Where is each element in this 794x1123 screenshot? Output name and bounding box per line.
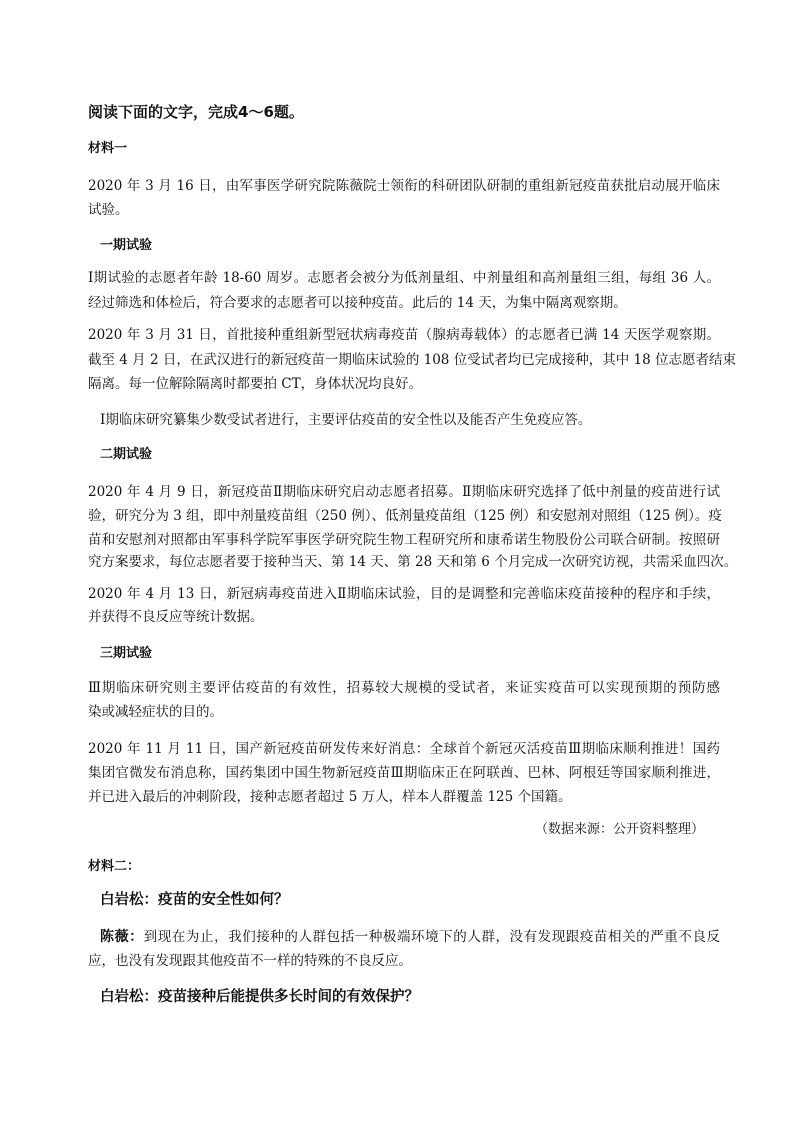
phase2-title: 二期试验 — [100, 447, 153, 462]
intro-line: 2020 年 3 月 16 日，由军事医学研究院陈薇院士领衔的科研团队研制的重组新冠疫苗获批启动展开临床 — [88, 178, 720, 194]
phase1-title: 一期试验 — [100, 238, 153, 253]
phase2-p2-line: 并获得不良反应等统计数据。 — [88, 609, 264, 625]
phase3-title: 三期试验 — [100, 646, 153, 661]
phase3-p1-line: Ⅲ期临床研究则主要评估疫苗的有效性，招募较大规模的受试者，来证实疫苗可以实现预期的预防感 — [88, 680, 720, 696]
phase1-p2-line: 截至 4 月 2 日，在武汉进行的新冠疫苗一期临床试验的 108 位受试者均已完成接种，其中 18 位志愿者结束 — [88, 352, 736, 368]
material1-title: 材料一 — [88, 141, 128, 156]
phase3-p1-line: 染或减轻症状的目的。 — [88, 704, 223, 720]
phase2-p2-line: 2020 年 4 月 13 日，新冠病毒疫苗进入Ⅱ期临床试验，目的是调整和完善临床疫苗接种的程序和手续， — [88, 586, 720, 602]
answer-1-line: 应，也没有发现跟其他疫苗不一样的特殊的不良反应。 — [88, 953, 412, 969]
phase1-p2-line: 隔离。每一位解除隔离时都要拍 CT，身体状况均良好。 — [88, 376, 423, 392]
phase3-p2-line: 2020 年 11 月 11 日，国产新冠疫苗研发传来好消息：全球首个新冠灭活疫苗Ⅲ期临床顺利推进！国药 — [88, 741, 720, 757]
phase2-p1-line: 究方案要求，每位志愿者要于接种当天、第 14 天、第 28 天和第 6 个月完成一次研究访视，共需采血四次。 — [88, 554, 738, 570]
phase2-p1-line: 苗和安慰剂对照都由军事科学院军事医学研究院生物工程研究所和康希诺生物股份公司联合研制。按照研 — [88, 532, 720, 548]
intro-line: 试验。 — [88, 202, 129, 218]
phase3-p2-line: 集团官微发布消息称，国药集团中国生物新冠疫苗Ⅲ期临床正在阿联酋、巴林、阿根廷等国家顺利推进， — [88, 765, 720, 781]
question-1: 白岩松：疫苗的安全性如何？ — [100, 892, 289, 908]
data-source: （数据来源：公开资料整理） — [535, 822, 705, 837]
phase1-p1-line: Ⅰ期试验的志愿者年龄 18-60 周岁。志愿者会被分为低剂量组、中剂量组和高剂量组三组，每组 36 人。 — [88, 270, 720, 286]
material2-title: 材料二： — [88, 859, 141, 874]
question-2: 白岩松：疫苗接种后能提供多长时间的有效保护？ — [100, 989, 419, 1005]
answer-1-text: 到现在为止，我们接种的人群包括一种极端环境下的人群，没有发现跟疫苗相关的严重不良反 — [143, 929, 721, 945]
phase2-p1-line: 2020 年 4 月 9 日，新冠疫苗Ⅱ期临床研究启动志愿者招募。Ⅱ期临床研究选择了低中剂量的疫苗进行试 — [88, 484, 720, 500]
phase2-p1-line: 验，研究分为 3 组，即中剂量疫苗组（250 例）、低剂量疫苗组（125 例）和安慰剂对照组（125 例）。疫 — [88, 508, 722, 524]
phase1-p3: Ⅰ期临床研究纂集少数受试者进行，主要评估疫苗的安全性以及能否产生免疫应答。 — [100, 412, 592, 428]
phase1-p1-line: 经过筛选和体检后，符合要求的志愿者可以接种疫苗。此后的 14 天，为集中隔离观察期。 — [88, 295, 627, 311]
speaker-name: 陈薇： — [100, 929, 144, 945]
heading: 阅读下面的文字，完成4～6题。 — [88, 103, 304, 121]
phase1-p2-line: 2020 年 3 月 31 日，首批接种重组新型冠状病毒疫苗（腺病毒载体）的志愿者已满 14 天医学观察期。 — [88, 327, 720, 343]
answer-1-line — [100, 925, 720, 946]
phase3-p2-line: 并已进入最后的冲刺阶段，接种志愿者超过 5 万人，样本人群覆盖 125 个国籍。 — [88, 789, 572, 805]
